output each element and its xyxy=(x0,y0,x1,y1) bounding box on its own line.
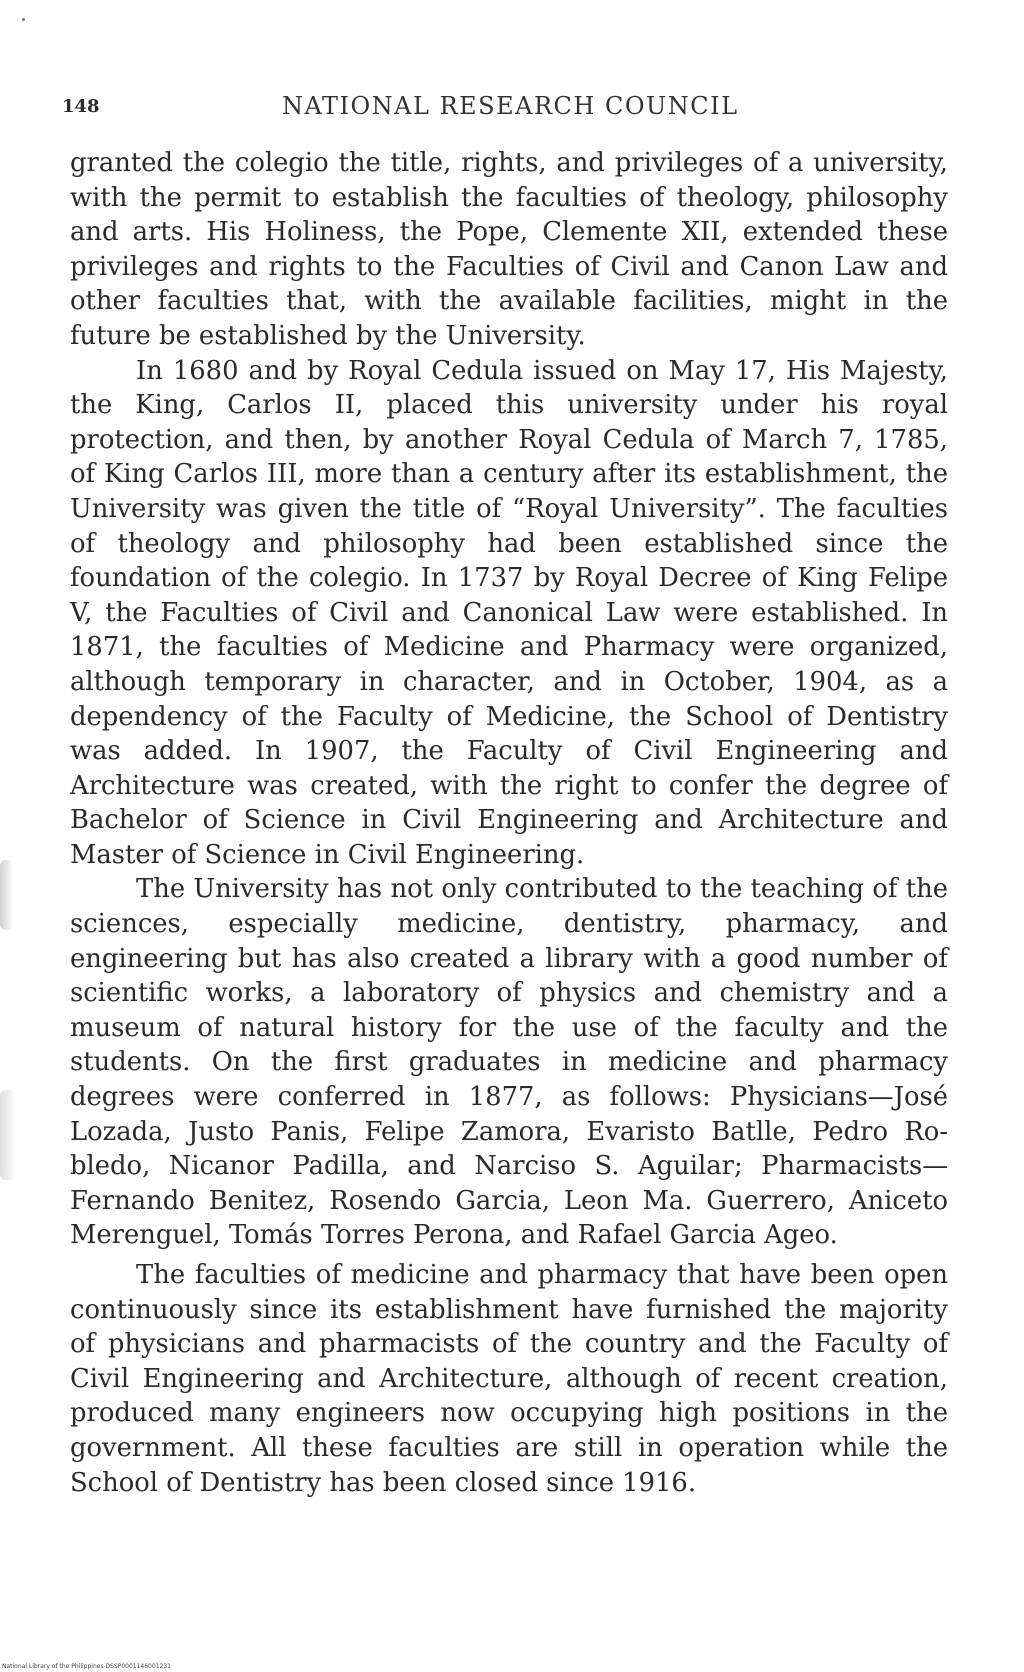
running-head: NATIONAL RESEARCH COUNCIL xyxy=(282,92,739,120)
scan-credit: National Library of the Philippines DSSP0001146001231 xyxy=(2,1663,171,1670)
scan-footer xyxy=(2,1653,202,1670)
page-number: 148 xyxy=(62,96,100,117)
margin-stain xyxy=(0,1090,16,1180)
paragraph: The faculties of medicine and pharmacy that have been open continuously since its establishment have furnished the majority of physicians and pharmacists of the country and the Faculty of Civil Engineering and Architecture, although of recent creation, produced many engineers now occupying high positions in the government. All these faculties are still in operation while the School of Dentistry has been closed since 1916. xyxy=(70,1260,948,1498)
paragraph: The University has not only contributed to the teaching of the sciences, especially medicine, dentistry, pharmacy, and engineering but has also created a library with a good number of scientific works, a laboratory of physics and chemistry and a museum of natural history for the use of the faculty and the students. On the first graduates in medicine and pharmacy degrees were conferred in 1877, as follows: Physicians—José Lozada, Justo Panis, Felipe Zamora, Evaristo Batlle, Pedro Robledo, Nicanor Padilla, and Narciso S. Aguilar; Pharmacists—Fernando Benitez, Rosendo Garcia, Leon Ma. Guerrero, Aniceto Merenguel, Tomás Torres Perona, and Rafael Garcia Ageo. xyxy=(70,874,948,1251)
body-text xyxy=(70,146,948,1500)
page-header xyxy=(62,86,942,126)
margin-stain xyxy=(0,860,14,930)
scan-speck xyxy=(22,18,25,21)
paragraph: granted the colegio the title, rights, and privileges of a university, with the permit to establish the faculties of theology, philosophy and arts. His Holiness, the Pope, Clemente XII, extended these privileges and rights to the Faculties of Civil and Canon Law and other faculties that, with the available facilities, might in the future be established by the University. xyxy=(70,148,948,351)
paragraph: In 1680 and by Royal Cedula issued on May 17, His Majesty, the King, Carlos II, placed this university under his royal protection, and then, by another Royal Cedula of March 7, 1785, of King Carlos III, more than a century after its establishment, the University was given the title of “Royal University”. The faculties of theology and philosophy had been established since the foundation of the colegio. In 1737 by Royal Decree of King Felipe V, the Faculties of Civil and Canonical Law were established. In 1871, the faculties of Medicine and Pharmacy were organized, although temporary in character, and in October, 1904, as a dependency of the Faculty of Medicine, the School of Dentistry was added. In 1907, the Faculty of Civil Engineering and Architecture was created, with the right to confer the degree of Bachelor of Science in Civil Engineering and Architecture and Master of Science in Civil Engineering. xyxy=(70,355,948,870)
